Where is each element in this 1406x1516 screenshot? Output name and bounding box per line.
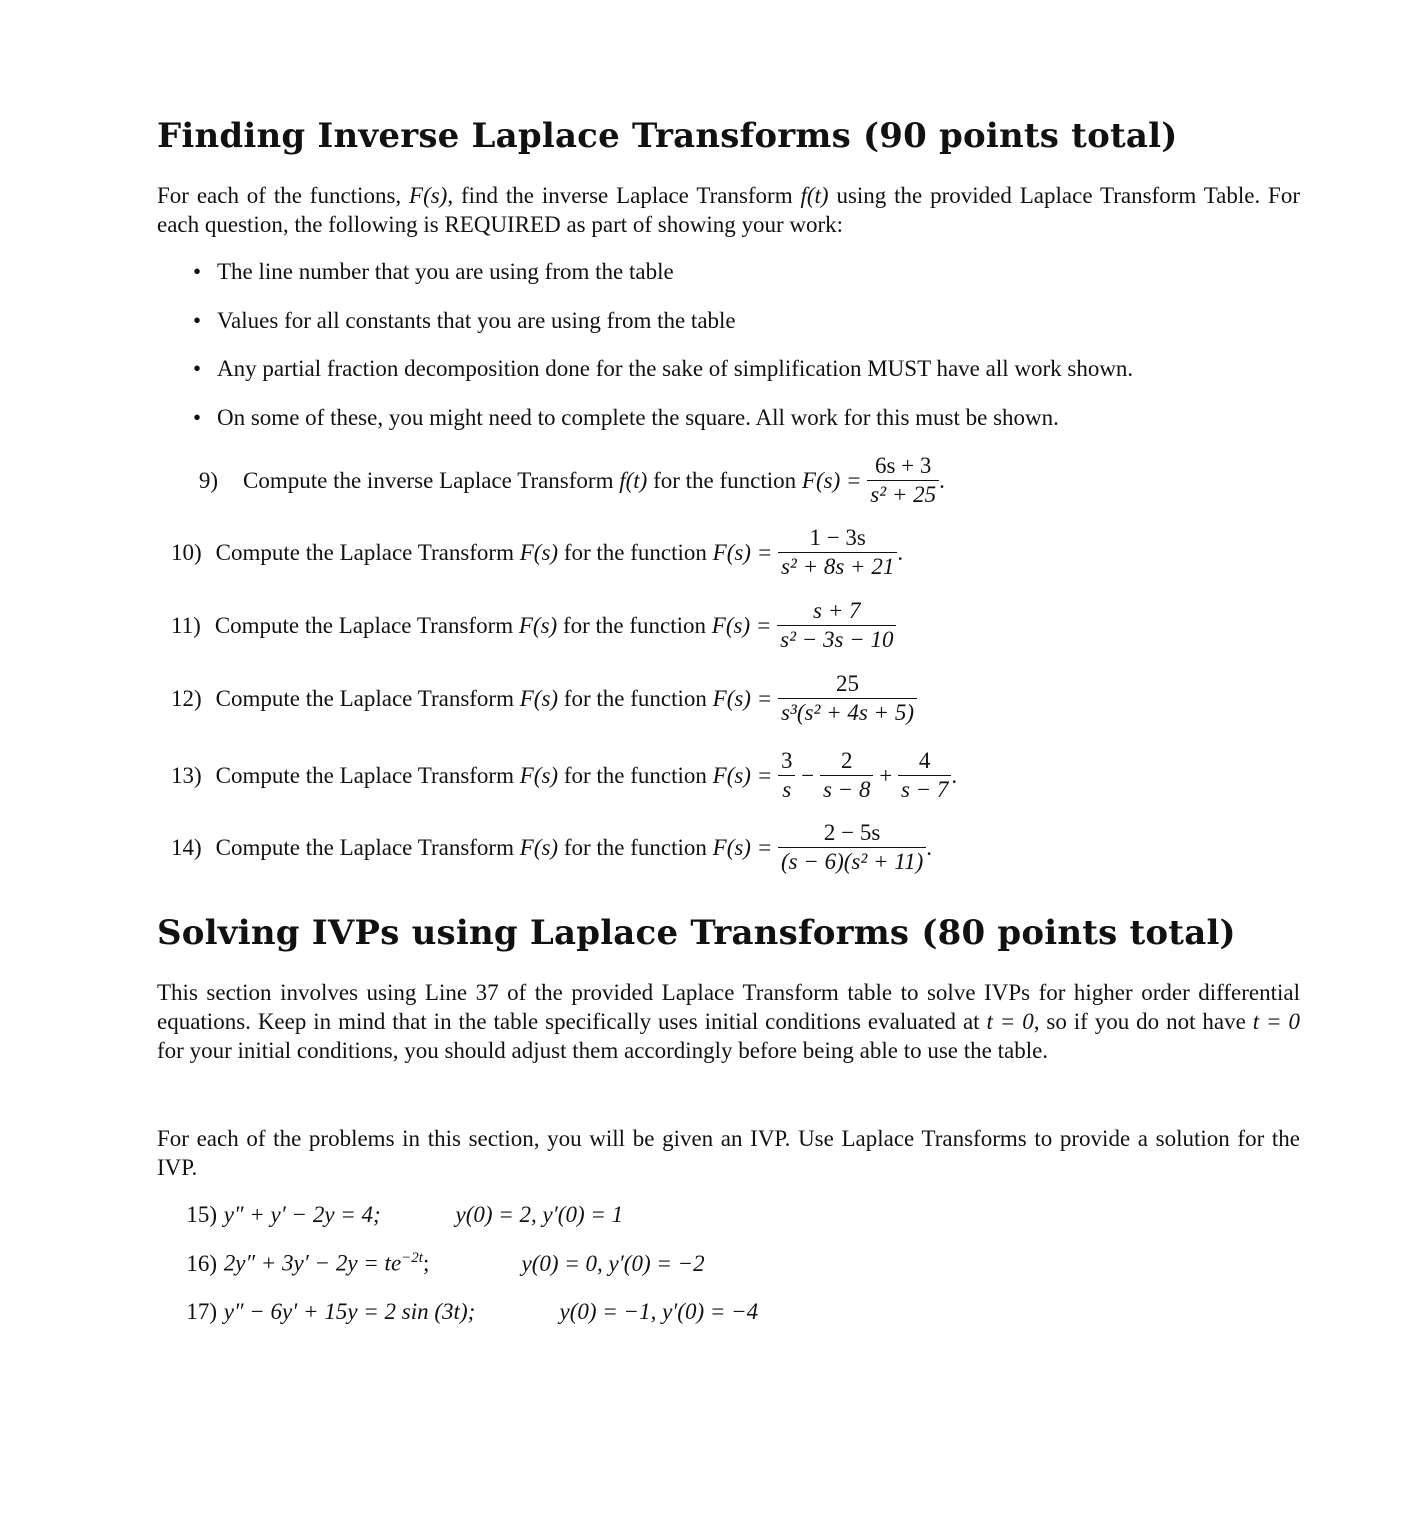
fraction: $\frac{4}{s - 7}$	[898, 747, 951, 804]
fraction: $\frac{2 - 5s}{\text{(s − 6)(s² + 11)}}$	[778, 819, 926, 876]
list-item: • The line number that you are using from the table	[193, 259, 674, 284]
fraction: $\frac{25}{\text{s³(s² + 4s + 5)}}$	[778, 670, 917, 727]
fraction: $\frac{2}{s - 8}$	[820, 747, 873, 804]
problem-11: 11) Compute the Laplace Transform F(s) for the function F(s) = $\frac{s + 7}{\text{s² − 3s − 10}}$	[157, 597, 1300, 657]
list-item: • On some of these, you might need to complete the square. All work for this must be shown.	[193, 405, 1059, 430]
section-2-intro: This section involves using Line 37 of the provided Laplace Transform table to solve IVPs for higher order differential equations. Keep in mind that in the table specifically uses initial conditions evaluated at t = 0, so if you do not have t = 0 for your initial conditions, you should adjust them accordingly before being able to use the table.	[157, 980, 1300, 1063]
list-item: • Values for all constants that you are using from the table	[193, 308, 736, 333]
bullet-icon: •	[193, 308, 202, 333]
problem-14: 14) Compute the Laplace Transform F(s) for the function F(s) = $\frac{2 - 5s}{\text{(s − 6)(s² + 11)}}$ .	[171, 820, 933, 874]
fraction: $\frac{3}{s}$	[778, 747, 796, 804]
bullet-icon: •	[193, 356, 202, 381]
section-2-instructions: For each of the problems in this section, you will be given an IVP. Use Laplace Transforms to provide a solution for the IVP.	[157, 1126, 1300, 1180]
problem-12: 12) Compute the Laplace Transform F(s) for the function F(s) = $\frac{25}{\text{s³(s² + 4s + 5)}}$	[157, 670, 1300, 730]
list-item: • Any partial fraction decomposition done for the sake of simplification MUST have all work shown.	[193, 356, 1134, 381]
ivp-15: 15) y″ + y′ − 2y = 4; y(0) = 2, y′(0) = 1	[186, 1202, 624, 1227]
problem-10: 10) Compute the Laplace Transform F(s) for the function F(s) = $\frac{1 - 3s}{\text{s² + 8s + 21}}$ .	[171, 525, 904, 579]
section-2-title: Solving IVPs using Laplace Transforms (80 points total)	[157, 913, 1236, 953]
ivp-17: 17) y″ − 6y′ + 15y = 2 sin (3t); y(0) = −1, y′(0) = −4	[186, 1299, 759, 1324]
bullet-icon: •	[193, 405, 202, 430]
section-1-title: Finding Inverse Laplace Transforms (90 points total)	[157, 116, 1178, 156]
fraction: $\frac{6s + 3}{\text{s² + 25}}$	[867, 452, 939, 509]
problem-9: 9) Compute the inverse Laplace Transform f(t) for the function F(s) = $\frac{6s + 3}{\text{s² + 25}}$ .	[198, 453, 945, 507]
ivp-16: 16) $2y'' + 3y' - 2y = te^{-2t}$; y(0) = 0, y′(0) = −2	[186, 1250, 705, 1276]
problem-13: 13) Compute the Laplace Transform F(s) for the function F(s) = $\frac{3}{s}$ − $\frac{2}{s - 8}$ + $\frac{4}{s - 7}$ .	[171, 748, 958, 802]
bullet-icon: •	[193, 259, 202, 284]
fraction: $\frac{1 - 3s}{\text{s² + 8s + 21}}$	[778, 524, 897, 581]
fraction: $\frac{s + 7}{\text{s² − 3s − 10}}$	[777, 597, 896, 654]
section-1-intro: For each of the functions, F(s), find the inverse Laplace Transform f(t) using the provided Laplace Transform Table. For each question, the following is REQUIRED as part of showing your work:	[157, 183, 1301, 237]
